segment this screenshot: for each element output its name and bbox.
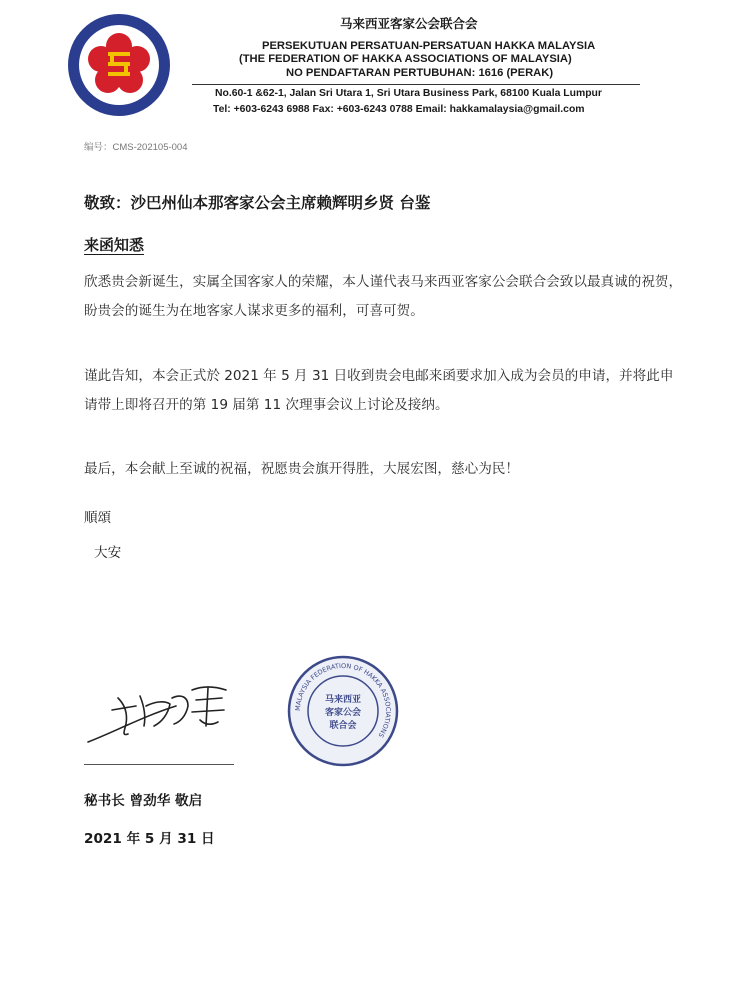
body-paragraph: 欣悉贵会新诞生，实属全国客家人的荣耀，本人谨代表马来西亚客家公会联合会致以最真诚的祝贺，盼贵会的诞生为在地客家人谋求更多的福利，可喜可贺。 (84, 274, 683, 319)
seal-text-line: 联合会 (329, 721, 357, 731)
association-logo (66, 12, 172, 118)
seal-text-line: 客家公会 (324, 708, 362, 718)
letterhead-name-en: (THE FEDERATION OF HAKKA ASSOCIATIONS OF MALAYSIA) (239, 53, 572, 65)
association-seal (286, 654, 400, 768)
letterhead-contact: Tel: +603-6243 6988 Fax: +603-6243 0788 Email: hakkamalaysia@gmail.com (213, 104, 585, 115)
subject-line: 来函知悉 (84, 236, 145, 254)
salutation: 敬致：沙巴州仙本那客家公会主席赖辉明乡贤 台鉴 (84, 194, 431, 212)
signature-line (84, 764, 234, 765)
reference-number: 编号：CMS-202105-004 (84, 142, 188, 153)
letterhead-name-cn: 马来西亚客家公会联合会 (340, 16, 478, 31)
seal-text-line: 马来西亚 (324, 695, 362, 705)
closing-line-1: 順頌 (84, 510, 112, 526)
signer-line: 秘书长 曾劲华 敬启 (84, 793, 203, 809)
letterhead-registration: NO PENDAFTARAN PERTUBUHAN: 1616 (PERAK) (286, 67, 554, 79)
letterhead-address: No.60-1 &62-1, Jalan Sri Utara 1, Sri Utara Business Park, 68100 Kuala Lumpur (215, 88, 602, 99)
letter-date: 2021 年 5 月 31 日 (84, 831, 215, 847)
body-paragraph: 谨此告知，本会正式於 2021 年 5 月 31 日收到贵会电邮来函要求加入成为会员的申请，并将此申请带上即将召开的第 19 届第 11 次理事会议上讨论及接纳。 (84, 368, 674, 413)
seal-ring-text: MALAYSIA FEDERATION OF HAKKA ASSOCIATIONS (293, 661, 393, 739)
closing-line-2: 大安 (94, 545, 122, 561)
letterhead-name-ms: PERSEKUTUAN PERSATUAN-PERSATUAN HAKKA MALAYSIA (262, 40, 596, 52)
handwritten-signature (84, 676, 244, 746)
body-paragraph: 最后，本会献上至诚的祝福，祝愿贵会旗开得胜，大展宏图，慈心为民！ (84, 461, 519, 477)
letterhead-divider (192, 84, 640, 85)
